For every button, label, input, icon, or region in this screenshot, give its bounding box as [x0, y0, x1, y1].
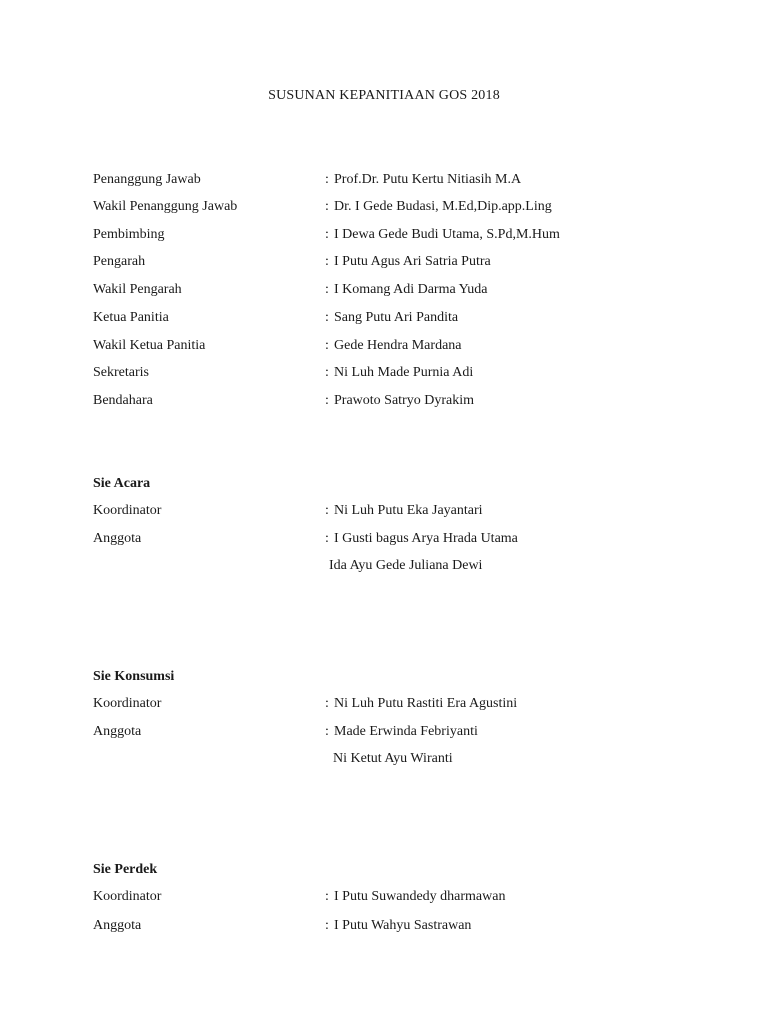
person-name: Gede Hendra Mardana [334, 338, 462, 353]
colon: : [325, 918, 329, 933]
role-label: Penanggung Jawab [93, 172, 201, 187]
role-label: Anggota [93, 531, 142, 546]
role-label: Pembimbing [93, 227, 165, 242]
person-name: Prawoto Satryo Dyrakim [334, 393, 474, 408]
section-heading: Sie Konsumsi [93, 669, 175, 684]
person-name: I Gusti bagus Arya Hrada Utama [334, 531, 518, 546]
person-name: Ni Luh Made Purnia Adi [334, 365, 474, 380]
role-label: Wakil Ketua Panitia [93, 338, 206, 353]
colon: : [325, 282, 329, 297]
colon: : [325, 724, 329, 739]
role-label: Pengarah [93, 254, 146, 269]
colon: : [325, 696, 329, 711]
colon: : [325, 254, 329, 269]
colon: : [325, 199, 329, 214]
section-heading: Sie Perdek [93, 862, 158, 877]
person-name: Made Erwinda Febriyanti [334, 724, 478, 739]
document-title: SUSUNAN KEPANITIAAN GOS 2018 [268, 88, 500, 103]
member-name: Ni Ketut Ayu Wiranti [333, 751, 453, 766]
role-label: Anggota [93, 918, 142, 933]
colon: : [325, 310, 329, 325]
person-name: I Putu Suwandedy dharmawan [334, 889, 506, 904]
role-label: Wakil Penanggung Jawab [93, 199, 238, 214]
role-label: Anggota [93, 724, 142, 739]
person-name: Ni Luh Putu Rastiti Era Agustini [334, 696, 518, 711]
person-name: I Putu Agus Ari Satria Putra [334, 254, 491, 269]
role-label: Koordinator [93, 889, 162, 904]
member-name: Ida Ayu Gede Juliana Dewi [329, 558, 483, 573]
person-name: Sang Putu Ari Pandita [334, 310, 459, 325]
colon: : [325, 172, 329, 187]
person-name: I Komang Adi Darma Yuda [334, 282, 488, 297]
colon: : [325, 503, 329, 518]
person-name: Dr. I Gede Budasi, M.Ed,Dip.app.Ling [334, 199, 552, 214]
colon: : [325, 889, 329, 904]
person-name: I Dewa Gede Budi Utama, S.Pd,M.Hum [334, 227, 560, 242]
role-label: Koordinator [93, 503, 162, 518]
colon: : [325, 338, 329, 353]
person-name: Prof.Dr. Putu Kertu Nitiasih M.A [334, 172, 522, 187]
person-name: I Putu Wahyu Sastrawan [334, 918, 472, 933]
colon: : [325, 393, 329, 408]
role-label: Wakil Pengarah [93, 282, 182, 297]
role-label: Bendahara [93, 393, 153, 408]
role-label: Sekretaris [93, 365, 149, 380]
role-label: Ketua Panitia [93, 310, 169, 325]
colon: : [325, 227, 329, 242]
section-heading: Sie Acara [93, 476, 151, 491]
role-label: Koordinator [93, 696, 162, 711]
person-name: Ni Luh Putu Eka Jayantari [334, 503, 483, 518]
colon: : [325, 365, 329, 380]
colon: : [325, 531, 329, 546]
